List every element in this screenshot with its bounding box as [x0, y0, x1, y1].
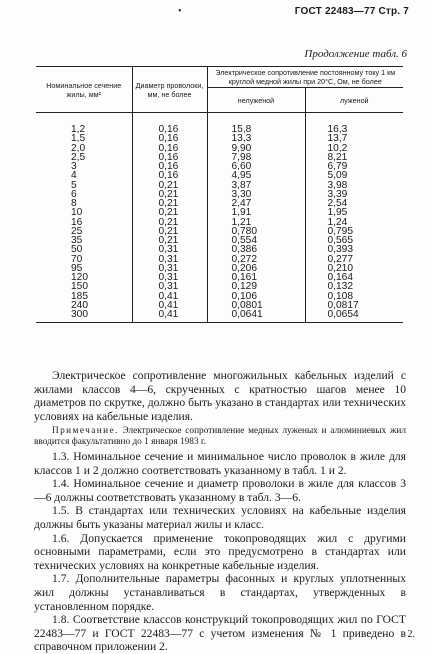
cell-resistance-tinned: 0,795	[305, 227, 403, 236]
cell-resistance-tinned: 0,108	[305, 292, 403, 301]
cell-wire-diameter: 0,16	[132, 134, 207, 143]
table-row	[36, 153, 403, 162]
cell-resistance-untinned: 0,554	[207, 236, 305, 245]
cell-resistance-tinned: 6,79	[305, 162, 403, 171]
cell-wire-diameter: 0,21	[132, 218, 207, 227]
cell-resistance-untinned: 6,60	[207, 162, 305, 171]
cell-cross-section: 25	[71, 225, 83, 237]
cell-resistance-tinned: 0,132	[305, 282, 403, 291]
cell-wire-diameter: 0,31	[132, 264, 207, 273]
cell-resistance-untinned: 9,90	[207, 144, 305, 153]
cell-resistance-tinned: 3,98	[305, 181, 403, 190]
cell-resistance-tinned: 0,393	[305, 245, 403, 254]
cell-resistance-untinned: 0,106	[207, 292, 305, 301]
ink-dot: •	[178, 6, 182, 17]
cell-resistance-untinned: 0,161	[207, 273, 305, 282]
resistance-table	[36, 66, 403, 323]
cell-resistance-tinned: 5,09	[305, 171, 403, 180]
cell-wire-diameter: 0,21	[132, 181, 207, 190]
table-row	[36, 113, 403, 135]
cell-resistance-untinned: 3,30	[207, 190, 305, 199]
cell-cross-section: 6	[71, 188, 77, 200]
table-body	[36, 113, 403, 323]
clause-1-3: 1.3. Номинальное сечение и минимальное число проволок в жиле для классов 1 и 2 должно соответствовать указанному в табл. 1 и 2.	[34, 449, 406, 477]
header-tinned: луженой	[305, 88, 403, 113]
cell-resistance-untinned: 0,386	[207, 245, 305, 254]
cell-resistance-untinned: 3,87	[207, 181, 305, 190]
cell-resistance-untinned: 0,206	[207, 264, 305, 273]
table-continuation-label: Продолжение табл. 6	[304, 48, 407, 60]
cell-resistance-tinned: 0,164	[305, 273, 403, 282]
cell-cross-section: 1,5	[71, 133, 86, 145]
cell-resistance-tinned: 1,24	[305, 218, 403, 227]
cell-wire-diameter: 0,31	[132, 282, 207, 291]
cell-cross-section: 150	[71, 281, 88, 293]
clause-1-4: 1.4. Номинальное сечение и диаметр проволоки в жиле для классов 3—6 должны соответствовать указанному в табл. 3—6.	[34, 477, 406, 504]
cell-cross-section: 3	[71, 161, 77, 172]
cell-resistance-tinned: 0,210	[305, 264, 403, 273]
cell-resistance-untinned: 0,0641	[207, 310, 305, 323]
clause-1-5: 1.5. В стандартах или технических условиях на кабельные изделия должны быть указаны материал жилы и класс.	[34, 504, 406, 531]
table-row	[36, 190, 403, 199]
cell-resistance-untinned: 0,272	[207, 255, 305, 264]
page-header: ГОСТ 22483—77 Стр. 7	[294, 6, 409, 17]
cell-resistance-tinned: 2,54	[305, 199, 403, 208]
cell-cross-section: 5	[71, 179, 77, 191]
cell-cross-section: 35	[71, 235, 83, 246]
cell-cross-section: 4	[71, 170, 77, 182]
table-row	[36, 162, 403, 171]
cell-resistance-untinned: 1,21	[207, 218, 305, 227]
cell-cross-section: 70	[71, 253, 83, 265]
header-cross-section: Номинальное сечение жилы, мм²	[36, 67, 132, 113]
cell-wire-diameter: 0,16	[132, 171, 207, 180]
cell-wire-diameter: 0,21	[132, 227, 207, 236]
cell-cross-section: 50	[71, 244, 83, 256]
cell-resistance-untinned: 0,129	[207, 282, 305, 291]
cell-cross-section: 120	[71, 272, 88, 283]
clause-1-7: 1.7. Дополнительные параметры фасонных и круглых уплотненных жил должны устанавливаться в стандартах, утвержденных в установленном порядке.	[34, 572, 406, 613]
cell-wire-diameter: 0,41	[132, 310, 207, 323]
cell-wire-diameter: 0,21	[132, 208, 207, 217]
cell-wire-diameter: 0,21	[132, 199, 207, 208]
note	[34, 426, 406, 448]
cell-wire-diameter: 0,31	[132, 273, 207, 282]
cell-resistance-untinned: 15,8	[207, 113, 305, 135]
cell-resistance-untinned: 7,98	[207, 153, 305, 162]
cell-resistance-tinned: 8,21	[305, 153, 403, 162]
table-row	[36, 208, 403, 217]
clause-1-6: 1.6. Допускается применение токопроводящих жил с другими основными параметрами, если это предусмотрено в стандартах или технических условиях на конкретные кабельные изделия.	[34, 531, 406, 572]
note-label: Примечание.	[52, 426, 119, 437]
cell-wire-diameter: 0,21	[132, 190, 207, 199]
cell-resistance-tinned: 1,95	[305, 208, 403, 217]
cell-resistance-untinned: 1,91	[207, 208, 305, 217]
body-text	[34, 369, 406, 654]
table-row	[36, 144, 403, 153]
cell-cross-section: 240	[71, 299, 88, 311]
cell-resistance-untinned: 0,0801	[207, 301, 305, 310]
cell-resistance-tinned: 10,2	[305, 144, 403, 153]
cell-resistance-tinned: 0,277	[305, 255, 403, 264]
cell-resistance-tinned: 0,0817	[305, 301, 403, 310]
cell-cross-section: 1,2	[71, 124, 86, 135]
table-row	[36, 134, 403, 143]
cell-wire-diameter: 0,31	[132, 245, 207, 254]
cell-resistance-untinned: 0,780	[207, 227, 305, 236]
header-resistance: Электрическое сопротивление постоянному току 1 км круглой медной жилы при 20°С, Ом, не более	[207, 67, 403, 88]
cell-resistance-tinned: 16,3	[305, 113, 403, 135]
header-wire-diameter: Диаметр проволоки, мм, не более	[132, 67, 207, 113]
cell-wire-diameter: 0,41	[132, 292, 207, 301]
cell-cross-section: 16	[71, 216, 83, 228]
table-row	[36, 171, 403, 180]
table-row	[36, 181, 403, 190]
cell-cross-section: 185	[71, 290, 88, 302]
cell-cross-section: 2,0	[71, 142, 86, 154]
cell-resistance-untinned: 13,3	[207, 134, 305, 143]
table-row	[36, 310, 403, 323]
cell-cross-section: 10	[71, 207, 83, 219]
page-signature: 2.	[407, 629, 415, 640]
cell-resistance-tinned: 0,565	[305, 236, 403, 245]
cell-resistance-tinned: 3,39	[305, 190, 403, 199]
cell-cross-section: 95	[71, 262, 83, 274]
cell-wire-diameter: 0,31	[132, 255, 207, 264]
cell-resistance-untinned: 2,47	[207, 199, 305, 208]
cell-cross-section: 2,5	[71, 151, 86, 163]
cell-cross-section: 300	[36, 310, 132, 323]
cell-resistance-tinned: 13,7	[305, 134, 403, 143]
cell-wire-diameter: 0,16	[132, 153, 207, 162]
cell-wire-diameter: 0,41	[132, 301, 207, 310]
cell-cross-section: 8	[71, 198, 77, 209]
table-row	[36, 199, 403, 208]
cell-resistance-untinned: 4,95	[207, 171, 305, 180]
cell-wire-diameter: 0,16	[132, 144, 207, 153]
note-text: Электрическое сопротивление медных луженых и алюминиевых жил вводится факультативно до 1 января 1983 г.	[34, 426, 406, 448]
paragraph-resistance: Электрическое сопротивление многожильных кабельных изделий с жилами классов 4—6, скрученных с кратностью шагов менее 10 диаметров по скрутке, должно быть указано в стандартах или технических условиях на кабельные изделия.	[34, 369, 406, 423]
header-untinned: нелуженой	[207, 88, 305, 113]
cell-resistance-tinned: 0,0654	[305, 310, 403, 323]
cell-wire-diameter: 0,21	[132, 236, 207, 245]
cell-wire-diameter: 0,16	[132, 162, 207, 171]
cell-wire-diameter: 0,16	[132, 113, 207, 135]
clause-1-8: 1.8. Соответствие классов конструкций токопроводящих жил по ГОСТ 22483—77 и ГОСТ 22483—77 с учетом изменения № 1 приведено в справочном приложении 2.	[34, 613, 406, 654]
